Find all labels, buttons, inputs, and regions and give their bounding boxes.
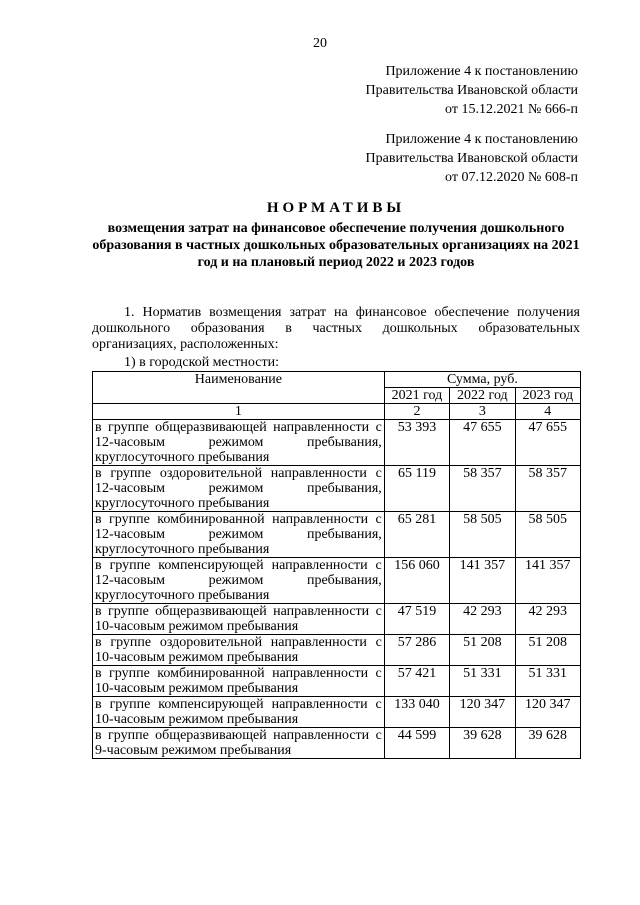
header-year: 2021 год xyxy=(384,388,449,404)
approval-line: Приложение 4 к постановлению xyxy=(385,132,578,147)
table-row xyxy=(93,512,581,558)
norms-table xyxy=(92,371,581,759)
value-2021: 44 599 xyxy=(384,728,449,759)
row-name: в группе комбинированной направленности с 10-часовым режимом пребывания xyxy=(93,666,385,697)
row-name: в группе компенсирующей направленности с 12-часовым режимом пребывания, круглосуточного пребывания xyxy=(93,558,385,604)
value-2021: 65 119 xyxy=(384,466,449,512)
row-name: в группе общеразвивающей направленности с 9-часовым режимом пребывания xyxy=(93,728,385,759)
table-row xyxy=(93,635,581,666)
value-2021: 156 060 xyxy=(384,558,449,604)
header-year: 2023 год xyxy=(515,388,580,404)
value-2022: 120 347 xyxy=(450,697,515,728)
table-colnum-row xyxy=(93,404,581,420)
value-2021: 57 421 xyxy=(384,666,449,697)
value-2022: 58 357 xyxy=(450,466,515,512)
header-sum: Сумма, руб. xyxy=(384,372,580,388)
value-2022: 51 208 xyxy=(450,635,515,666)
subparagraph-1: 1) в городской местности: xyxy=(124,355,279,370)
approval-stamp-current xyxy=(366,62,578,119)
value-2022: 39 628 xyxy=(450,728,515,759)
table-header-row xyxy=(93,372,581,388)
value-2021: 53 393 xyxy=(384,420,449,466)
approval-line: Правительства Ивановской области xyxy=(365,151,578,166)
row-name: в группе компенсирующей направленности с 10-часовым режимом пребывания xyxy=(93,697,385,728)
value-2023: 47 655 xyxy=(515,420,580,466)
value-2022: 42 293 xyxy=(450,604,515,635)
table-row xyxy=(93,728,581,759)
column-number: 1 xyxy=(93,404,385,420)
table-row xyxy=(93,420,581,466)
column-number: 3 xyxy=(450,404,515,420)
value-2023: 39 628 xyxy=(515,728,580,759)
value-2022: 141 357 xyxy=(450,558,515,604)
approval-line: Правительства Ивановской области xyxy=(365,83,578,98)
row-name: в группе оздоровительной направленности с 12-часовым режимом пребывания, круглосуточного пребывания xyxy=(93,466,385,512)
column-number: 2 xyxy=(384,404,449,420)
value-2023: 51 331 xyxy=(515,666,580,697)
row-name: в группе общеразвивающей направленности с 12-часовым режимом пребывания, круглосуточного пребывания xyxy=(93,420,385,466)
approval-line: от 15.12.2021 № 666-п xyxy=(445,102,578,117)
column-number: 4 xyxy=(515,404,580,420)
approval-line: Приложение 4 к постановлению xyxy=(385,64,578,79)
table-row xyxy=(93,604,581,635)
approval-stamp-previous xyxy=(366,130,578,187)
value-2022: 47 655 xyxy=(450,420,515,466)
approval-line: от 07.12.2020 № 608-п xyxy=(445,170,578,185)
document-title: НОРМАТИВЫ xyxy=(266,200,406,216)
value-2023: 58 505 xyxy=(515,512,580,558)
header-name: Наименование xyxy=(93,372,385,404)
paragraph-1: 1. Норматив возмещения затрат на финансовое обеспечение получения дошкольного образования в частных дошкольных образовательных организациях, расположенных: xyxy=(92,305,580,352)
value-2023: 51 208 xyxy=(515,635,580,666)
row-name: в группе оздоровительной направленности с 10-часовым режимом пребывания xyxy=(93,635,385,666)
header-year: 2022 год xyxy=(450,388,515,404)
document-subtitle: возмещения затрат на финансовое обеспечение получения дошкольного образования в частных дошкольных образовательных организациях на 2021 год и на плановый период 2022 и 2023 годов xyxy=(92,221,580,270)
value-2023: 141 357 xyxy=(515,558,580,604)
value-2021: 133 040 xyxy=(384,697,449,728)
value-2023: 42 293 xyxy=(515,604,580,635)
table-row xyxy=(93,666,581,697)
table-row xyxy=(93,466,581,512)
table-row xyxy=(93,558,581,604)
value-2022: 58 505 xyxy=(450,512,515,558)
value-2021: 65 281 xyxy=(384,512,449,558)
value-2023: 58 357 xyxy=(515,466,580,512)
table-row xyxy=(93,697,581,728)
value-2022: 51 331 xyxy=(450,666,515,697)
value-2021: 57 286 xyxy=(384,635,449,666)
value-2021: 47 519 xyxy=(384,604,449,635)
row-name: в группе комбинированной направленности с 12-часовым режимом пребывания, круглосуточного пребывания xyxy=(93,512,385,558)
value-2023: 120 347 xyxy=(515,697,580,728)
document-title-block xyxy=(92,200,580,271)
row-name: в группе общеразвивающей направленности с 10-часовым режимом пребывания xyxy=(93,604,385,635)
page-number: 20 xyxy=(313,36,327,51)
